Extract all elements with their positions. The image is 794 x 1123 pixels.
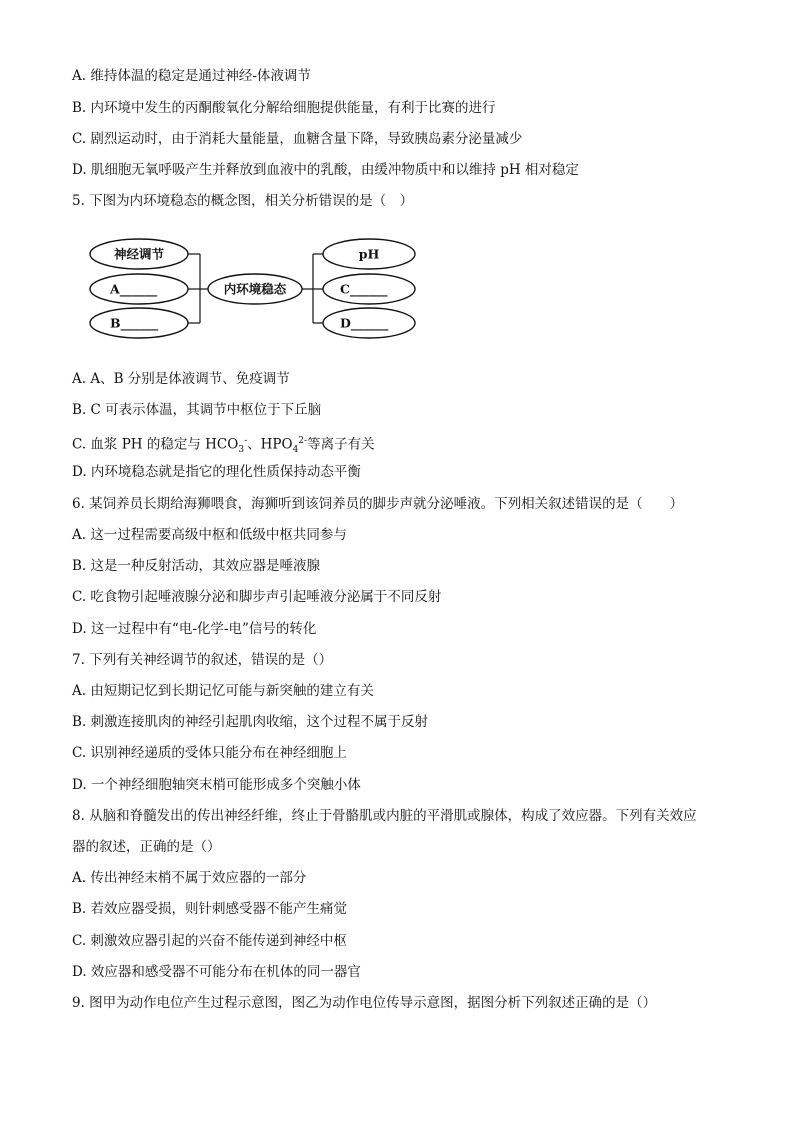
q4-option-a: A. 维持体温的稳定是通过神经-体液调节 — [72, 68, 311, 84]
q7-option-c: C. 识别神经递质的受体只能分布在神经细胞上 — [72, 745, 347, 761]
q6-stem: 6. 某饲养员长期给海狮喂食，海狮听到该饲养员的脚步声就分泌唾液。下列相关叙述错误的是（ ） — [72, 496, 684, 512]
label-neural: 神经调节 — [113, 246, 165, 262]
q8-option-a: A. 传出神经末梢不属于效应器的一部分 — [72, 870, 307, 886]
q5-option-d: D. 内环境稳态就是指它的理化性质保持动态平衡 — [72, 464, 361, 480]
homeostasis-concept-diagram — [88, 234, 424, 342]
q4-option-c: C. 剧烈运动时，由于消耗大量能量，血糖含量下降，导致胰岛素分泌量减少 — [72, 131, 523, 147]
q8-option-b: B. 若效应器受损，则针刺感受器不能产生痛觉 — [72, 901, 348, 917]
q5-option-c: C. 血浆 PH 的稳定与 $HCO_3^-$、$HPO_4^{2-}$等离子有关 — [72, 436, 375, 456]
label-d: D______ — [340, 315, 389, 331]
label-c: C______ — [340, 281, 388, 297]
label-b: B______ — [110, 315, 159, 331]
q8-stem-line1: 8. 从脑和脊髓发出的传出神经纤维，终止于骨骼肌或内脏的平滑肌或腺体，构成了效应器。下列有关效应 — [72, 808, 697, 824]
q7-stem: 7. 下列有关神经调节的叙述，错误的是（） — [72, 652, 333, 668]
q7-option-a: A. 由短期记忆到长期记忆可能与新突触的建立有关 — [72, 683, 374, 699]
q8-option-c: C. 刺激效应器引起的兴奋不能传递到神经中枢 — [72, 933, 347, 949]
label-ph: pH — [358, 246, 380, 262]
q7-option-b: B. 刺激连接肌肉的神经引起肌肉收缩，这个过程不属于反射 — [72, 714, 429, 730]
q5-option-b: B. C 可表示体温，其调节中枢位于下丘脑 — [72, 402, 322, 418]
label-a: A______ — [110, 281, 158, 297]
q4-option-b: B. 内环境中发生的丙酮酸氧化分解给细胞提供能量，有利于比赛的进行 — [72, 100, 496, 116]
q4-option-d: D. 肌细胞无氧呼吸产生并释放到血液中的乳酸，由缓冲物质中和以维持 pH 相对稳定 — [72, 162, 579, 178]
q8-option-d: D. 效应器和感受器不可能分布在机体的同一器官 — [72, 964, 361, 980]
q6-option-a: A. 这一过程需要高级中枢和低级中枢共同参与 — [72, 527, 347, 543]
q6-option-c: C. 吃食物引起唾液腺分泌和脚步声引起唾液分泌属于不同反射 — [72, 589, 442, 605]
q5-option-a: A. A、B 分别是体液调节、免疫调节 — [72, 371, 290, 387]
label-center: 内环境稳态 — [223, 281, 287, 297]
q9-stem: 9. 图甲为动作电位产生过程示意图，图乙为动作电位传导示意图，据图分析下列叙述正确的是（） — [72, 995, 657, 1011]
q6-option-d: D. 这一过程中有“电-化学-电”信号的转化 — [72, 621, 317, 637]
q5-stem: 5. 下图为内环境稳态的概念图，相关分析错误的是（ ） — [72, 193, 414, 209]
q7-option-d: D. 一个神经细胞轴突末梢可能形成多个突触小体 — [72, 777, 361, 793]
q8-stem-line2: 器的叙述，正确的是（） — [72, 839, 221, 855]
q6-option-b: B. 这是一种反射活动，其效应器是唾液腺 — [72, 558, 321, 574]
